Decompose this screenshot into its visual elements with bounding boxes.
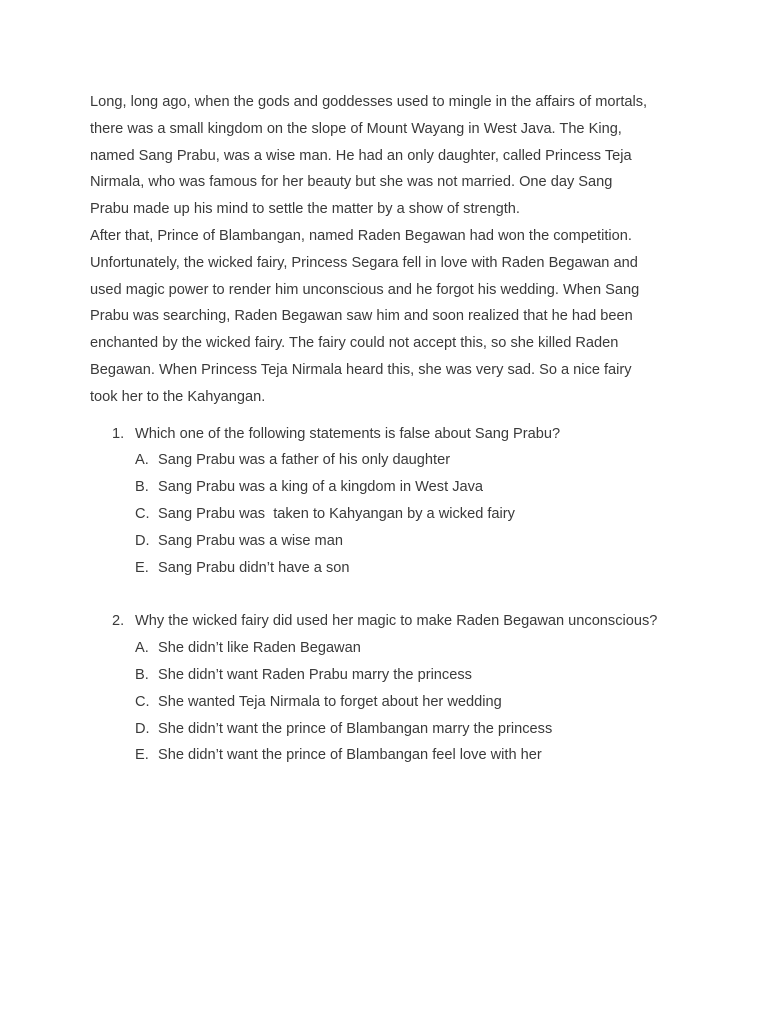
option-letter: E. bbox=[135, 559, 149, 576]
option-letter: D. bbox=[135, 532, 150, 549]
option-letter: B. bbox=[135, 479, 149, 496]
answer-options bbox=[135, 635, 690, 769]
answer-option-a bbox=[135, 635, 690, 662]
option-text: She didn’t want Raden Prabu marry the princess bbox=[158, 666, 472, 683]
paragraph-line: Prabu was searching, Raden Begawan saw him and soon realized that he had been bbox=[90, 308, 633, 325]
paragraph-line: Unfortunately, the wicked fairy, Princess Segara fell in love with Raden Begawan and bbox=[90, 254, 638, 271]
answer-option-e bbox=[135, 742, 690, 769]
option-text: She wanted Teja Nirmala to forget about her wedding bbox=[158, 693, 502, 710]
option-text: She didn’t like Raden Begawan bbox=[158, 640, 361, 657]
option-text: Sang Prabu was a father of his only daughter bbox=[158, 452, 451, 469]
option-letter: A. bbox=[135, 452, 149, 469]
paragraph-line: Nirmala, who was famous for her beauty but she was not married. One day Sang bbox=[90, 174, 613, 191]
option-text: Sang Prabu was taken to Kahyangan by a wicked fairy bbox=[158, 505, 515, 522]
option-text: Sang Prabu was a king of a kingdom in West Java bbox=[158, 479, 484, 496]
paragraph-line: took her to the Kahyangan. bbox=[90, 388, 266, 405]
option-text: Sang Prabu was a wise man bbox=[158, 532, 343, 549]
answer-options bbox=[135, 447, 690, 581]
answer-option-d bbox=[135, 528, 690, 555]
question-number: 1. bbox=[112, 425, 125, 442]
question-text: Which one of the following statements is false about Sang Prabu? bbox=[135, 425, 561, 442]
option-letter: B. bbox=[135, 666, 149, 683]
option-letter: C. bbox=[135, 505, 150, 522]
option-text: She didn’t want the prince of Blambangan feel love with her bbox=[158, 747, 542, 764]
option-letter: C. bbox=[135, 693, 150, 710]
answer-option-c bbox=[135, 501, 690, 528]
question-text: Why the wicked fairy did used her magic to make Raden Begawan unconscious? bbox=[135, 613, 658, 630]
paragraph-line: named Sang Prabu, was a wise man. He had an only daughter, called Princess Teja bbox=[90, 147, 632, 164]
option-letter: D. bbox=[135, 720, 150, 737]
question-list bbox=[90, 421, 690, 770]
option-letter: A. bbox=[135, 640, 149, 657]
paragraph-line: used magic power to render him unconscious and he forgot his wedding. When Sang bbox=[90, 281, 640, 298]
story-paragraph-1 bbox=[90, 89, 690, 223]
answer-option-b bbox=[135, 662, 690, 689]
answer-option-e bbox=[135, 555, 690, 582]
paragraph-line: Begawan. When Princess Teja Nirmala heard this, she was very sad. So a nice fairy bbox=[90, 361, 632, 378]
answer-option-d bbox=[135, 716, 690, 743]
option-text: Sang Prabu didn’t have a son bbox=[158, 559, 350, 576]
question-1 bbox=[90, 421, 690, 582]
question-number: 2. bbox=[112, 613, 125, 630]
paragraph-line: enchanted by the wicked fairy. The fairy could not accept this, so she killed Raden bbox=[90, 335, 619, 352]
paragraph-line: Long, long ago, when the gods and goddesses used to mingle in the affairs of mortals, bbox=[90, 94, 648, 110]
paragraph-line: After that, Prince of Blambangan, named Raden Begawan had won the competition. bbox=[90, 227, 632, 244]
answer-option-c bbox=[135, 689, 690, 716]
answer-option-b bbox=[135, 474, 690, 501]
question-2 bbox=[90, 608, 690, 769]
paragraph-line: there was a small kingdom on the slope of Mount Wayang in West Java. The King, bbox=[90, 120, 622, 137]
document-page bbox=[90, 89, 690, 769]
option-letter: E. bbox=[135, 747, 149, 764]
option-text: She didn’t want the prince of Blambangan marry the princess bbox=[158, 720, 553, 737]
paragraph-line: Prabu made up his mind to settle the matter by a show of strength. bbox=[90, 201, 520, 218]
answer-option-a bbox=[135, 447, 690, 474]
story-paragraph-2 bbox=[90, 223, 690, 411]
